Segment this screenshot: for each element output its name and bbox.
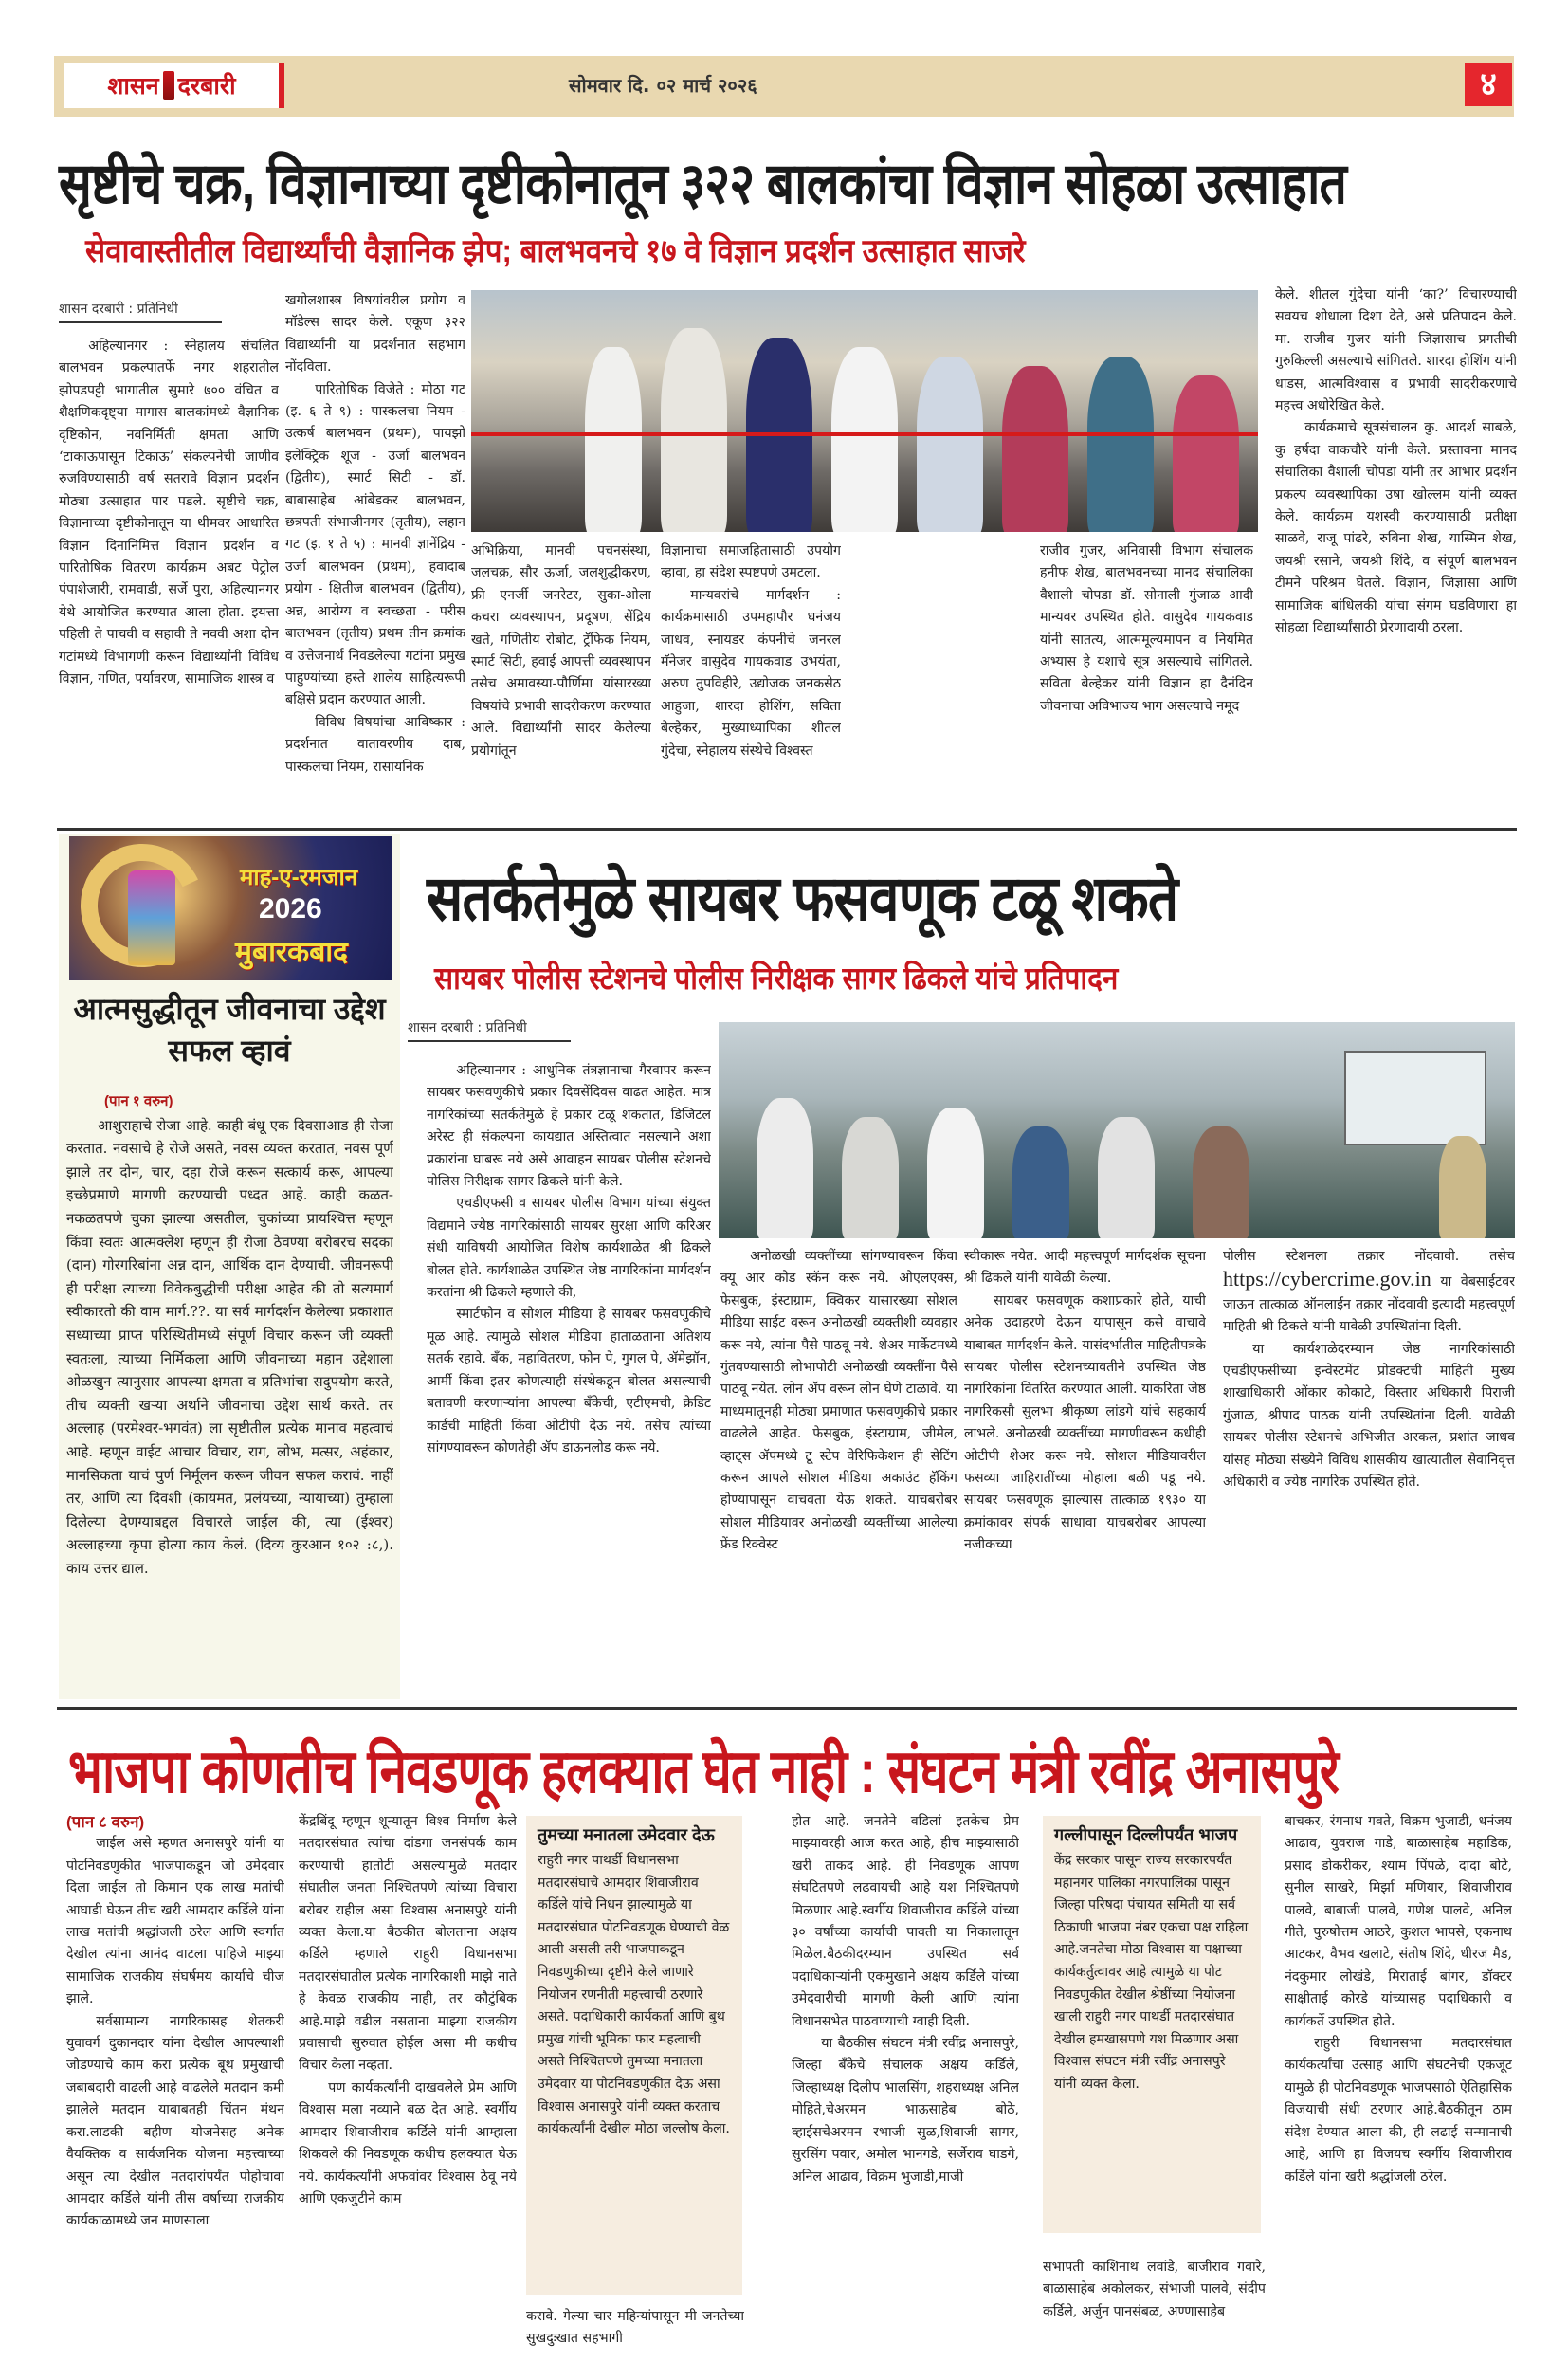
ramzan-title: आत्मसुद्धीतून जीवनाचा उद्देश सफल व्हावं [73,992,386,1068]
paragraph: पण कार्यकर्त्यांनी दाखवलेले प्रेम आणि विश्वास मला नव्याने बळ देत आहे. स्वर्गीय आमदार शिवाजीराव कर्डिले यांनी आम्हाला शिकवले की निवडणूक कधीच हलक्यात घेऊ नये. कार्यकर्त्यांनी अफवांवर विश्वास ठेवू नये आणि एकजुटीने काम [299,2079,517,2206]
paragraph: मान्यवरांचे मार्गदर्शन : कार्यक्रमासाठी उपमहापौर धनंजय जाधव, स्नायडर कंपनीचे जनरल मॅनेजर वासुदेव गायकवाड उभयंता, अरुण तुपविहीरे, उद्योजक जनकसेठ आहुजा, शारदा होशिंग, सविता बेल्हेकर, मुख्याध्यापिका शीतल गुंदेचा, स्नेहालय संस्थेचे विश्वस्त [661,587,841,759]
banner-line-2: 2026 [259,893,322,925]
cyber-workshop-photo [719,1022,1515,1238]
paragraph: केले. शीतल गुंदेचा यांनी ‘का?’ विचारण्याची सवयच शोधाला दिशा देते, असे प्रतिपादन केले. मा. राजीव गुजर यांनी जिज्ञासाच प्रगतीची गुरुकिल्ली असल्याचे सांगितले. शारदा होशिंग यांनी धाडस, आत्मविश्वास व प्रभावी सादरीकरणाचे महत्त्व अधोरेखित केले. [1275,287,1517,414]
banner-line-1: माह-ए-रमजान [240,865,358,890]
paragraph: खगोलशास्त्र विषयांवरील प्रयोग व मॉडेल्स सादर केले. एकूण ३२२ विद्यार्थ्यांनी या प्रदर्शनात सहभाग नोंदविला. [285,293,465,375]
lantern-icon [128,870,175,965]
logo-text-right: दरबारी [177,72,236,100]
article3-column-2 [299,1811,517,2361]
article2-column-4 [1223,1246,1515,1705]
continued-label: (पान १ वरुन) [104,1093,173,1109]
ramzan-banner [69,836,392,980]
paragraph: सभापती काशिनाथ लवांडे, बाजीराव गवारे, बाळासाहेब अकोलकर, संभाजी पालवे, संदीप कर्डिले, अर्जुन पानसंबळ, अण्णासाहेब [1043,2260,1266,2319]
paragraph: बाचकर, रंगनाथ गवते, विक्रम भुजाडी, धनंजय आढाव, युवराज गाडे, बाळासाहेब महाडिक, प्रसाद डोकरीकर, श्याम पिंपळे, दादा बोटे, सुनील साखरे, मिर्झा मणियार, शिवाजीराव पालवे, बाबाजी पालवे, गणेश पालवे, अनिल गीते, पुरुषोत्तम आठरे, कुशल भापसे, एकनाथ आटकर, वैभव खलाटे, संतोष शिंदे, धीरज मैड, नंदकुमार लोखंडे, मिराताई बांगर, डॉक्टर साक्षीताई कोरडे यांच्यासह पदाधिकारी व कार्यकर्ते उपस्थित होते. [1285,1814,1512,2029]
article1-subheadline: सेवावास्तीतील विद्यार्थ्यांची वैज्ञानिक झेप; बालभवनचे १७ वे विज्ञान प्रदर्शन उत्साहात साजरे [85,233,1026,269]
sidebar-box-candidate [526,1816,742,2295]
paragraph: विविध विषयांचा आविष्कार : प्रदर्शनात वातावरणीय दाब, पास्कलचा नियम, रासायनिक [285,714,465,775]
newspaper-logo[interactable] [64,63,284,108]
paragraph: या कार्यशाळेदरम्यान जेष्ठ नागरिकांसाठी एचडीएफसीच्या इन्वेस्टमेंट प्रोडक्टची माहिती मुख्य शाखाधिकारी ओंकार कोकाटे, विस्तार अधिकारी पिराजी गुंजाळ, श्रीपाद पाठक यांनी उपस्थितांना दिली. यावेळी सायबर पोलीस स्टेशनचे अभिजीत अरकल, प्रशांत जाधव यांसह मोठ्या संख्येने विविध शासकीय खात्यातील सेवानिवृत्त अधिकारी व ज्येष्ठ नागरिक उपस्थित होते. [1223,1341,1515,1491]
article2-column-1 [427,1060,711,1705]
box-text: राहुरी नगर पाथर्डी विधानसभा मतदारसंघाचे आमदार शिवाजीराव कर्डिले यांचे निधन झाल्यामुळे या मतदारसंघात पोटनिवडणूक घेण्याची वेळ आली असली तरी भाजपाकडून निवडणुकीच्या दृष्टीने केले जाणारे नियोजन रणनीती महत्त्वाची ठरणारे असते. पदाधिकारी कार्यकर्ता आणि बुथ प्रमुख यांची भूमिका फार महत्वाची असते निश्चितपणे तुमच्या मनातला उमेदवार या पोटनिवडणुकीत देऊ असा विश्वास अनासपुरे यांनी व्यक्त करताच कार्यकर्त्यांनी देखील मोठा जल्लोष केला. [538,1853,730,2137]
article2-column-2 [720,1246,957,1705]
paragraph: या बैठकीस संघटन मंत्री रवींद्र अनासपुरे, जिल्हा बँकेचे संचालक अक्षय कर्डिले, जिल्हाध्यक्ष दिलीप भालसिंग, शहराध्यक्ष अनिल मोहिते,चेअरमन भाऊसाहेब बोठे, व्हाईसचेअरमन रभाजी सुळ,शिवाजी सागर, सुरसिंग पवार, अमोल भानगडे, सर्जेराव घाडगे, अनिल आढाव, विक्रम भुजाडी,माजी [792,2036,1019,2185]
article2-column-3 [964,1246,1206,1705]
box-title: गल्लीपासून दिल्लीपर्यंत भाजप [1054,1825,1238,1844]
article3-column-1 [66,1811,284,2361]
projector-screen [1344,1051,1486,1145]
ribbon [471,432,1258,436]
banner-line-3: मुबारकबाद [235,937,348,968]
continued-label: (पान ८ वरुन) [66,1813,145,1831]
paragraph: राजीव गुजर, अनिवासी विभाग संचालक हनीफ शेख, बालभवनच्या मानद संचालिका वैशाली चोपडा डॉ. सोनाली गुंजाळ आदी मान्यवर उपस्थित होते. वासुदेव गायकवाड यांनी सातत्य, आत्ममूल्यमापन व नियमित अभ्यास हे यशाचे सूत्र असल्याचे सांगितले. सविता बेल्हेकर यांनी विज्ञान हा दैनंदिन जीवनाचा अविभाज्य भाग असल्याचे नमूद [1040,543,1253,714]
article1-column-6 [1275,284,1517,825]
cybercrime-url-link[interactable]: https://cybercrime.gov.in [1223,1267,1431,1291]
ribbon-cutting-photo [471,290,1258,532]
paragraph: करावे. गेल्या चार महिन्यांपासून मी जनतेच्या सुखदुःखात सहभागी [526,2309,744,2347]
page-number: ४ [1465,63,1512,106]
article3-box2-continuation [1043,2257,1266,2361]
article2-byline: शासन दरबारी : प्रतिनिधी [408,1018,571,1042]
paragraph: विज्ञानाचा समाजहितासाठी उपयोग व्हावा, हा संदेश स्पष्टपणे उमटला. [661,543,841,581]
article1-column-2 [285,290,465,825]
article3-box1-continuation [526,2306,744,2363]
paragraph: कार्यक्रमाचे सूत्रसंचालन कु. आदर्श साबळे, कु हर्षदा वाकचौरे यांनी केले. प्रस्तावना मानद संचालिका वैशाली चोपडा यांनी तर आभार प्रदर्शन प्रकल्प व्यवस्थापिका उषा खोल्लम यांनी व्यक्त केले. कार्यक्रम यशस्वी करण्यासाठी प्रतीक्षा साळवे, राजू पांढरे, रुबिना शेख, यास्मिन शेख, जयश्री रसाने, जयश्री शिंदे, व संपूर्ण बालभवन टीमने परिश्रम घेतले. विज्ञान, जिज्ञासा आणि सामाजिक बांधिलकी यांचा संगम घडविणारा हा सोहळा विद्यार्थ्यांसाठी प्रेरणादायी ठरला. [1275,420,1517,636]
section-divider [57,828,1517,831]
paragraph: जाईल असे म्हणत अनासपुरे यांनी या पोटनिवडणुकीत भाजपाकडून जो उमेदवार दिला जाईल तो किमान एक लाख मतांची आघाडी घेऊन तीच खरी आमदार कर्डिले यांना लाख मतांची श्रद्धांजली ठरेल आणि स्वर्गात देखील त्यांना आनंद वाटला पाहिजे माझ्या सामाजिक राजकीय संघर्षमय कार्याचे चीज झाले. [66,1836,284,2007]
article1-column-4 [661,540,841,825]
paragraph [1223,1246,1515,1339]
article1-column-1 [59,336,279,825]
box-text: केंद्र सरकार पासून राज्य सरकारपर्यंत महानगर पालिका नगरपालिका पासून जिल्हा परिषदा पंचायत समिती या सर्व ठिकाणी भाजपा नंबर एकचा पक्ष राहिला आहे.जनतेचा मोठा विश्वास या पक्षाच्या कार्यकर्तुत्वावर आहे त्यामुळे या पोट निवडणुकीत देखील श्रेष्ठींच्या नियोजना खाली राहुरी नगर पाथर्डी मतदारसंघात देखील हमखासपणे यश मिळणार असा विश्वास संघटन मंत्री रवींद्र अनासपुरे यांनी व्यक्त केला. [1054,1853,1249,2092]
paragraph: केंद्रबिंदू म्हणून शून्यातून विश्व निर्माण केले मतदारसंघात त्यांचा दांडगा जनसंपर्क काम करण्याची हातोटी असल्यामुळे मतदार संघातील जनता निश्चितपणे त्यांच्या विचारा बरोबर राहील असा विश्वास अनासपुरे यांनी व्यक्त केला.या बैठकीत बोलताना अक्षय कर्डिले म्हणाले राहुरी विधानसभा मतदारसंघातील प्रत्येक नागरिकाशी माझे नाते हे केवळ राजकीय नाही, तर कौटुंबिक आहे.माझे वडील नसताना माझ्या राजकीय प्रवासाची सुरुवात होईल असा मी कधीच विचार केला नव्हता. [299,1814,517,2074]
paragraph: पारितोषिक विजेते : मोठा गट (इ. ६ ते ९) : पास्कलचा नियम - उत्कर्ष बालभवन (प्रथम), पायझो इलेक्ट्रिक शूज - उर्जा बालभवन (द्वितीय), स्मार्ट सिटी - डॉ. बाबासाहेब आंबेडकर बालभवन, छत्रपती संभाजीनगर (तृतीय), लहान गट (इ. १ ते ५) : मानवी ज्ञानेंद्रिय - उर्जा बालभवन (प्रथम), हवादाब प्रयोग - क्षितीज बालभवन (द्वितीय), अन्न, आरोग्य व स्वच्छता - परीस बालभवन (तृतीय) प्रथम तीन क्रमांक व उत्तेजनार्थ निवडलेल्या गटांना प्रमुख पाहुण्यांच्या हस्ते शालेय साहित्यरूपी बक्षिसे प्रदान करण्यात आली. [285,381,465,708]
ashoka-pillar-icon [163,71,174,100]
article1-column-5 [1040,540,1253,825]
ramzan-body [66,1090,393,1697]
paragraph: एचडीएफसी व सायबर पोलीस विभाग यांच्या संयुक्त विद्यमाने ज्येष्ठ नागरिकांसाठी सायबर सुरक्षा आणि करिअर संधी याविषयी आयोजित विशेष कार्यशाळेत श्री ढिकले बोलत होते. कार्यशाळेत उपस्थित जेष्ठ नागरिकांना मार्गदर्शन करतांना श्री ढिकले म्हणाले की, [427,1196,711,1301]
paragraph: होत आहे. जनतेने वडिलां इतकेच प्रेम माझ्यावरही आज करत आहे, हीच माझ्यासाठी खरी ताकद आहे. ही निवडणूक आपण संघटितपणे लढवायची आहे यश निश्चितपणे मिळणार आहे.स्वर्गीय शिवाजीराव कर्डिले यांच्या ३० वर्षांच्या कार्याची पावती या निकालातून मिळेल.बैठकीदरम्यान उपस्थित सर्व पदाधिकाऱ्यांनी एकमुखाने अक्षय कर्डिले यांच्या उमेदवारीची मागणी केली आणि त्यांना विधानसभेत पाठवण्याची ग्वाही दिली. [792,1814,1019,2029]
sidebar-box-bjp [1043,1816,1261,2233]
article1-column-3 [471,540,651,825]
article1-byline: शासन दरबारी : प्रतिनिधी [59,300,222,323]
article3-headline: भाजपा कोणतीच निवडणूक हलक्यात घेत नाही : संघटन मंत्री रवींद्र अनासपुरे [68,1737,1340,1805]
article2-headline: सतर्कतेमुळे सायबर फसवणूक टळू शकते [427,863,1178,933]
article3-column-4 [792,1811,1019,2361]
paragraph: स्मार्टफोन व सोशल मीडिया हे सायबर फसवणुकीचे मूळ आहे. त्यामुळे सोशल मीडिया हाताळताना अतिशय सतर्क रहावे. बँक, महावितरण, फोन पे, गुगल पे, ॲमेझॉन, आर्मी किंवा इतर कोणत्याही संस्थेकडून बोलत असल्याची बतावणी करणाऱ्यांना आपल्या बँकेची, एटीएमची, क्रेडिट कार्डची माहिती किंवा ओटीपी देऊ नये. तसेच त्यांच्या सांगण्यावरून कोणतेही ॲप डाऊनलोड करू नये. [427,1307,711,1455]
paragraph: अहिल्यानगर : आधुनिक तंत्रज्ञानाचा गैरवापर करून सायबर फसवणुकीचे प्रकार दिवसेंदिवस वाढत आहेत. मात्र नागरिकांच्या सतर्कतेमुळे हे प्रकार टळू शकतात, डिजिटल अरेस्ट ही संकल्पना कायद्यात अस्तित्वात नसल्याने अशा प्रकारांना घाबरू नये असे आवाहन सायबर पोलीस स्टेशनचे पोलिस निरीक्षक सागर ढिकले यांनी केले. [427,1063,711,1190]
paragraph: अनोळखी व्यक्तींच्या सांगण्यावरून किंवा क्यू आर कोड स्कॅन करू नये. ओएलएक्स, फेसबुक, इंस्टाग्राम, क्विकर यासारख्या सोशल मीडिया साईट वरून अनोळखी व्यक्तीशी व्यवहार करू नये, त्यांना पैसे पाठवू नये. शेअर मार्केटमध्ये गुंतवण्यासाठी लोभापोटी अनोळखी व्यक्तींना पैसे पाठवू नयेत. लोन ॲप वरून लोन घेणे टाळावे. या माध्यमातूनही मोठ्या प्रमाणात फसवणुकीचे प्रकार वाढलेले आहेत. फेसबुक, इंस्टाग्राम, जीमेल, व्हाट्स ॲपमध्ये टू स्टेप वेरिफिकेशन ही सेटिंग करून आपले सोशल मीडिया अकाउंट हॅकिंग होण्यापासून वाचवता येऊ शकते. याचबरोबर सोशल मीडियावर अनोळखी व्यक्तींच्या आलेल्या फ्रेंड रिक्वेस्ट [720,1249,957,1553]
paragraph: सायबर फसवणूक कशाप्रकारे होते, याची अनेक उदाहरणे देऊन यापासून कसे वाचावे याबाबत मार्गदर्शन केले. यासंदर्भातील माहितीपत्रके सायबर पोलीस स्टेशनच्यावतीने उपस्थित जेष्ठ नागरिकांना वितरित करण्यात आली. याकरिता जेष्ठ नागरिकसौ सुलभा श्रीकृष्ण लांडगे यांचे सहकार्य लाभले. अनोळखी व्यक्तींच्या मागणीवरून कधीही ओटीपी शेअर करू नये. सोशल मीडियावरील फसव्या जाहिरातींच्या मोहाला बळी पडू नये. सायबर फसवणूक झाल्यास तात्काळ १९३० या क्रमांकावर संपर्क साधावा याचबरोबर आपल्या नजीकच्या [964,1292,1206,1553]
article1-headline: सृष्टीचे चक्र, विज्ञानाच्या दृष्टीकोनातून ३२२ बालकांचा विज्ञान सोहळा उत्साहात [59,152,1347,215]
paragraph: राहुरी विधानसभा मतदारसंघात कार्यकर्त्यांचा उत्साह आणि संघटनेची एकजूट यामुळे ही पोटनिवडणूक भाजपसाठी ऐतिहासिक विजयाची संधी ठरणार आहे.बैठकीतून ठाम संदेश देण्यात आला की, ही लढाई सन्मानाची आहे, आणि हा विजयच स्वर्गीय शिवाजीराव कर्डिले यांना खरी श्रद्धांजली ठरेल. [1285,2036,1512,2185]
article2-subheadline: सायबर पोलीस स्टेशनचे पोलीस निरीक्षक सागर ढिकले यांचे प्रतिपादन [434,961,1119,996]
article3-column-6 [1285,1811,1512,2361]
text: या वेबसाईटवर जाऊन तात्काळ ऑनलाईन तक्रार नोंदवावी इत्यादी महत्त्वपूर्ण माहिती श्री ढिकले यांनी यावेळी उपस्थितांना दिली. [1223,1274,1515,1335]
text: पोलीस स्टेशनला तक्रार नोंदवावी. तसेच [1223,1249,1515,1264]
paragraph: सर्वसामान्य नागरिकासह शेतकरी युवावर्ग दुकानदार यांना देखील आपल्याशी जोडण्याचे काम करा प्रत्येक बूथ प्रमुखाची जबाबदारी वाढली आहे वाढलेले मतदान कमी झालेले मतदान याबाबतही चिंतन मंथन करा.लाडकी बहीण योजनेसह अनेक वैयक्तिक व सार्वजनिक योजना महत्त्वाच्या असून त्या देखील मतदारांपर्यंत पोहोचावा आमदार कर्डिले यांनी तीस वर्षाच्या राजकीय कार्यकाळामध्ये जन माणसाला [66,2013,284,2229]
logo-text-left: शासन [107,72,159,100]
paragraph: आशुराहाचे रोजा आहे. काही बंधू एक दिवसाआड ही रोजा करतात. नवसाचे हे रोजे असते, नवस व्यक्त करतात, नवस पूर्ण झाले तर दोन, चार, दहा रोजे करून सत्कार्य करू, आपल्या इच्छेप्रमाणे मागणी करण्याची पध्दत आहे. काही कळत- नकळतपणे चुका झाल्या असतील, चुकांच्या प्रायश्चित्त म्हणून किंवा स्वतः आत्मक्लेश म्हणून ही रोजा ठेवण्या बरोबरच सदका (दान) गोरगरिबांना अन्न दान, आर्थिक दान देण्याची. जीवनरूपी ही परीक्षा त्याच्या विवेकबुद्धीची परीक्षा आहेत की तो सत्यमार्ग स्वीकारतो की वाम मार्ग.??. या सर्व मार्गदर्शन केलेल्या प्रकाशात सध्याच्या प्राप्त परिस्थितीमध्ये संपूर्ण विचार करून जी व्यक्ती स्वतःला, त्याच्या निर्मिकला आणि जीवनाच्या महान उद्देशाला ओळखुन त्यानुसार आपल्या क्षमता व प्रतिभांचा सदुपयोग करते, तीच व्यक्ती खऱ्या अर्थाने जीवनाचा उद्देश सार्थ करते. तर अल्लाह (परमेश्वर-भगवंत) ला सृष्टीतील प्रत्येक मानाव महत्वाचं आहे. म्हणून वाईट आचार विचार, राग, लोभ, मत्सर, अहंकार, मानसिकता याचं पुर्ण निर्मूलन करून जीवन सफल करावं. नाहीं तर, आणि त्या दिवशी (कायमत, प्रलंयच्या, न्यायाच्या) तुम्हाला दिलेल्या देणग्याबद्दल विचारले जाईल की, त्या (ईश्वर) अल्लाहच्या कृपा होत्या काय केलं. (दिव्य कुरआन १०२ :८,). काय उत्तर द्याल. [66,1116,393,1577]
box-title: तुमच्या मनातला उमेदवार देऊ [538,1825,715,1844]
section-divider [57,1707,1517,1710]
paragraph: अहिल्यानगर : स्नेहालय संचलित बालभवन प्रकल्पातर्फे नगर शहरातील झोपडपट्टी भागातील सुमारे ७०० वंचित व शैक्षणिकदृष्ट्या मागास बालकांमध्ये वैज्ञानिक दृष्टिकोन, नवनिर्मिती क्षमता आणि ‘टाकाऊपासून टिकाऊ’ संकल्पनेची जाणीव रुजविण्यासाठी वर्ष सतरावे विज्ञान प्रदर्शन मोठ्या उत्साहात पार पडले. सृष्टीचे चक्र, विज्ञानाच्या दृष्टीकोनातून या थीमवर आधारित विज्ञान दिनानिमित्त विज्ञान प्रदर्शन व पारितोषिक वितरण कार्यक्रम अबट पेट्रोल पंपाशेजारी, रामवाडी, सर्जे पुरा, अहिल्यानगर येथे आयोजित करण्यात आला होता. इयत्ता पहिली ते पाचवी व सहावी ते नववी अशा दोन गटांमध्ये विभागणी करून विद्यार्थ्यांनी विविध विज्ञान, गणित, पर्यावरण, सामाजिक शास्त्र व [59,339,279,687]
paragraph: अभिक्रिया, मानवी पचनसंस्था, जलचक्र, सौर ऊर्जा, जलशुद्धीकरण, फ्री एनर्जी जनरेटर, सुका-ओला कचरा व्यवस्थापन, प्रदूषण, सेंद्रिय खते, गणितीय रोबोट, ट्रॅफिक नियम, स्मार्ट सिटी, हवाई आपत्ती व्यवस्थापन तसेच अमावस्या-पौर्णिमा यांसारख्या विषयांचे प्रभावी सादरीकरण करण्यात आले. विद्यार्थ्यांनी सादर केलेल्या प्रयोगांतून [471,543,651,759]
paragraph: स्वीकारू नयेत. आदी महत्त्वपूर्ण मार्गदर्शक सूचना श्री ढिकले यांनी यावेळी केल्या. [964,1249,1206,1287]
issue-date: सोमवार दि. ०२ मार्च २०२६ [569,74,757,97]
